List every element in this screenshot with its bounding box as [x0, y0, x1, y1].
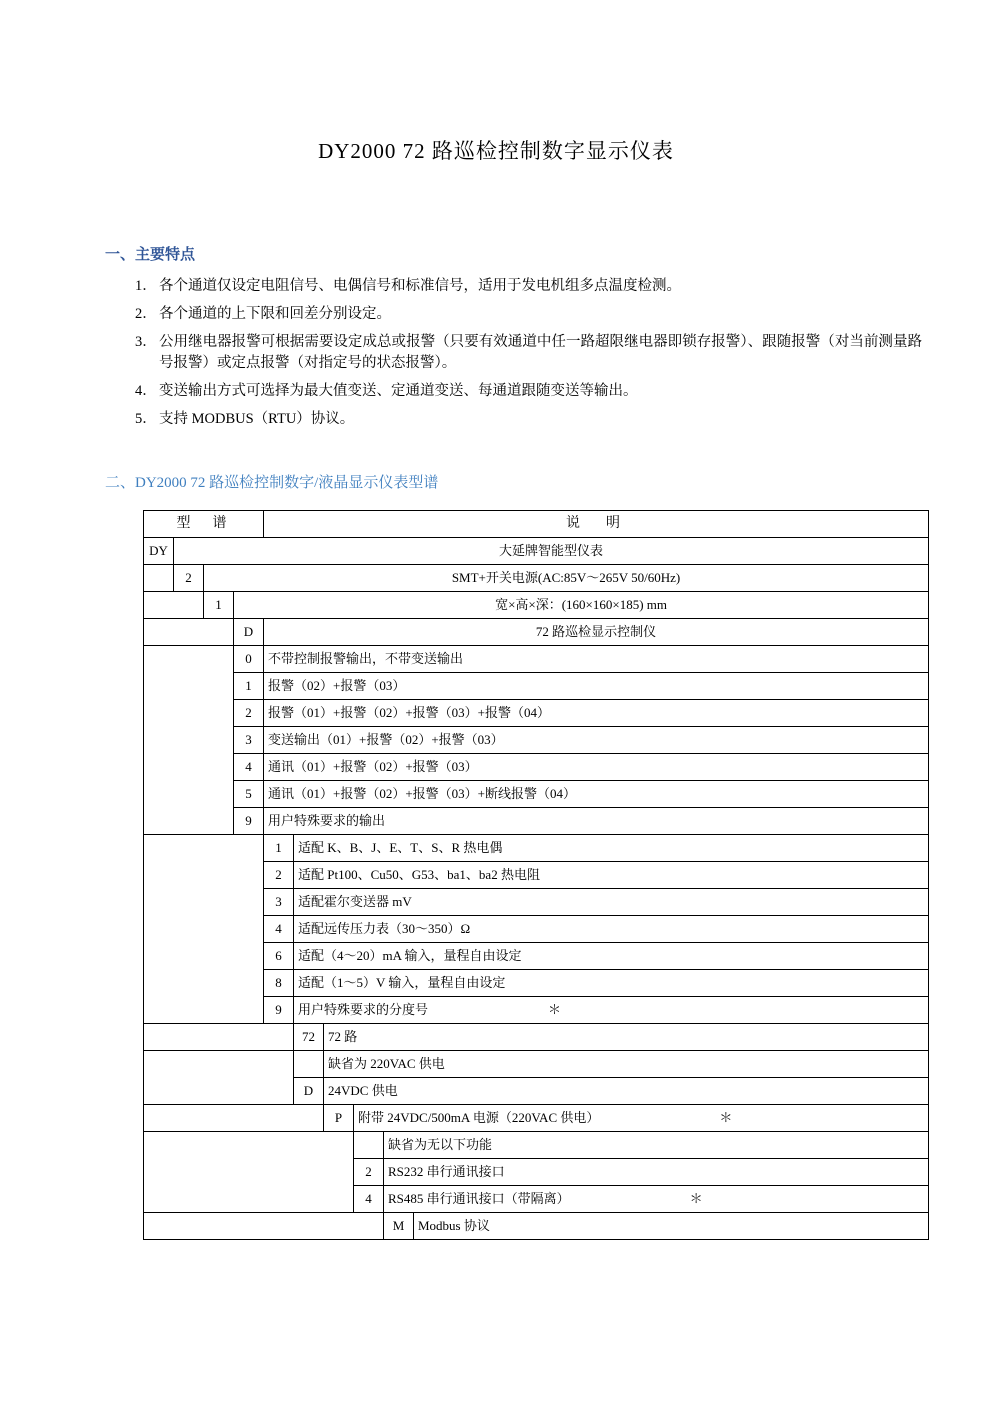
list-item-number: 3． [135, 334, 157, 351]
row-desc: RS485 串行通讯接口（带隔离） [388, 1191, 570, 1207]
row-star: ＊ [689, 1191, 703, 1207]
row-desc: 附带 24VDC/500mA 电源（220VAC 供电） [358, 1110, 600, 1126]
spacer-cell [144, 646, 234, 835]
row-desc: 用户特殊要求的输出 [264, 808, 929, 835]
table-row [144, 700, 929, 727]
row-code: 3 [264, 889, 294, 916]
row-desc: 适配 K、B、J、E、T、S、R 热电偶 [294, 835, 929, 862]
row-code: 72 [294, 1024, 324, 1051]
spacer-cell [144, 1024, 294, 1051]
row-code: 4 [234, 754, 264, 781]
spacer-cell [144, 592, 204, 619]
row-desc-wrap [294, 997, 929, 1024]
row-desc: 报警（01）+报警（02）+报警（03）+报警（04） [264, 700, 929, 727]
model-spec-table [143, 510, 929, 1240]
table-row [144, 727, 929, 754]
table-row [144, 565, 929, 592]
row-code: 1 [234, 673, 264, 700]
list-item [135, 332, 992, 374]
spacer-cell [144, 1051, 294, 1105]
row-desc: 缺省为 220VAC 供电 [324, 1051, 929, 1078]
section-heading-model-table: 二、DY2000 72 路巡检控制数字/液晶显示仪表型谱 [105, 475, 439, 492]
table-header-left: 型 谱 [144, 511, 264, 538]
row-desc: 72 路巡检显示控制仪 [264, 619, 929, 646]
table-row [144, 673, 929, 700]
row-code: 4 [354, 1186, 384, 1213]
list-item-text: 支持 MODBUS（RTU）协议。 [159, 411, 355, 428]
row-code: 2 [174, 565, 204, 592]
table-row [144, 646, 929, 673]
row-desc: 宽×高×深：(160×160×185) mm [234, 592, 929, 619]
row-code: 0 [234, 646, 264, 673]
table-row [144, 1024, 929, 1051]
row-code-empty [354, 1132, 384, 1159]
row-star: ＊ [548, 1002, 562, 1018]
row-desc: 变送输出（01）+报警（02）+报警（03） [264, 727, 929, 754]
spacer-cell [144, 565, 174, 592]
row-code: 2 [264, 862, 294, 889]
row-desc-wrap [384, 1186, 929, 1213]
row-code: D [294, 1078, 324, 1105]
row-desc: 适配（4～20）mA 输入，量程自由设定 [294, 943, 929, 970]
list-item [135, 276, 992, 297]
list-item-number: 5． [135, 411, 157, 428]
row-desc: 适配 Pt100、Cu50、G53、ba1、ba2 热电阻 [294, 862, 929, 889]
row-code: 9 [234, 808, 264, 835]
page-title: DY2000 72 路巡检控制数字显示仪表 [318, 139, 674, 163]
row-code: 2 [354, 1159, 384, 1186]
spacer-cell [144, 1132, 354, 1213]
list-item [135, 304, 992, 325]
row-code: 8 [264, 970, 294, 997]
table-row [144, 1132, 929, 1159]
list-item-number: 2． [135, 306, 157, 323]
table-row [144, 1051, 929, 1078]
row-code: P [324, 1105, 354, 1132]
spacer-cell [144, 619, 234, 646]
table-row [144, 619, 929, 646]
row-code: 6 [264, 943, 294, 970]
row-code: 3 [234, 727, 264, 754]
row-desc: 不带控制报警输出，不带变送输出 [264, 646, 929, 673]
row-desc: 通讯（01）+报警（02）+报警（03）+断线报警（04） [264, 781, 929, 808]
table-row [144, 538, 929, 565]
list-item-text: 各个通道的上下限和回差分别设定。 [159, 306, 391, 323]
row-desc-wrap [354, 1105, 929, 1132]
table-header-right: 说 明 [264, 511, 929, 538]
spec-table-container [0, 492, 992, 1240]
row-desc: RS232 串行通讯接口 [384, 1159, 929, 1186]
row-desc: 用户特殊要求的分度号 [298, 1002, 429, 1018]
row-code: 4 [264, 916, 294, 943]
section-heading-features: 一、主要特点 [105, 247, 196, 263]
table-row [144, 781, 929, 808]
spacer-cell [144, 1105, 324, 1132]
list-item-text: 变送输出方式可选择为最大值变送、定通道变送、每通道跟随变送等输出。 [159, 383, 638, 400]
row-code-empty [294, 1051, 324, 1078]
row-code: DY [144, 538, 174, 565]
row-star: ＊ [719, 1110, 733, 1126]
list-item-number: 4． [135, 383, 157, 400]
row-desc: 适配（1～5）V 输入，量程自由设定 [294, 970, 929, 997]
row-desc: 24VDC 供电 [324, 1078, 929, 1105]
table-row [144, 754, 929, 781]
row-desc: Modbus 协议 [414, 1213, 929, 1240]
row-desc: 报警（02）+报警（03） [264, 673, 929, 700]
row-desc: 适配远传压力表（30～350）Ω [294, 916, 929, 943]
table-row [144, 1105, 929, 1132]
row-code: 1 [264, 835, 294, 862]
list-item-text: 各个通道仅设定电阻信号、电偶信号和标准信号，适用于发电机组多点温度检测。 [159, 278, 681, 294]
table-row [144, 1213, 929, 1240]
row-code: M [384, 1213, 414, 1240]
spacer-cell [144, 1213, 384, 1240]
table-row [144, 592, 929, 619]
row-code: 2 [234, 700, 264, 727]
list-item-number: 1． [135, 278, 157, 294]
row-code: 9 [264, 997, 294, 1024]
row-code: 5 [234, 781, 264, 808]
row-desc: 缺省为无以下功能 [384, 1132, 929, 1159]
row-desc: 通讯（01）+报警（02）+报警（03） [264, 754, 929, 781]
row-desc: 大延牌智能型仪表 [174, 538, 929, 565]
row-desc: SMT+开关电源(AC:85V～265V 50/60Hz) [204, 565, 929, 592]
list-item-text: 公用继电器报警可根据需要设定成总或报警（只要有效通道中任一路超限继电器即锁存报警）、跟随报警（对当前测量路号报警）或定点报警（对指定号的状态报警）。 [159, 334, 922, 372]
table-row [144, 511, 929, 538]
list-item [135, 381, 992, 402]
feature-list [0, 264, 992, 430]
list-item [135, 409, 992, 430]
spacer-cell [144, 835, 264, 1024]
row-desc: 适配霍尔变送器 mV [294, 889, 929, 916]
row-code: D [234, 619, 264, 646]
table-row [144, 808, 929, 835]
table-row [144, 835, 929, 862]
row-desc: 72 路 [324, 1024, 929, 1051]
row-code: 1 [204, 592, 234, 619]
